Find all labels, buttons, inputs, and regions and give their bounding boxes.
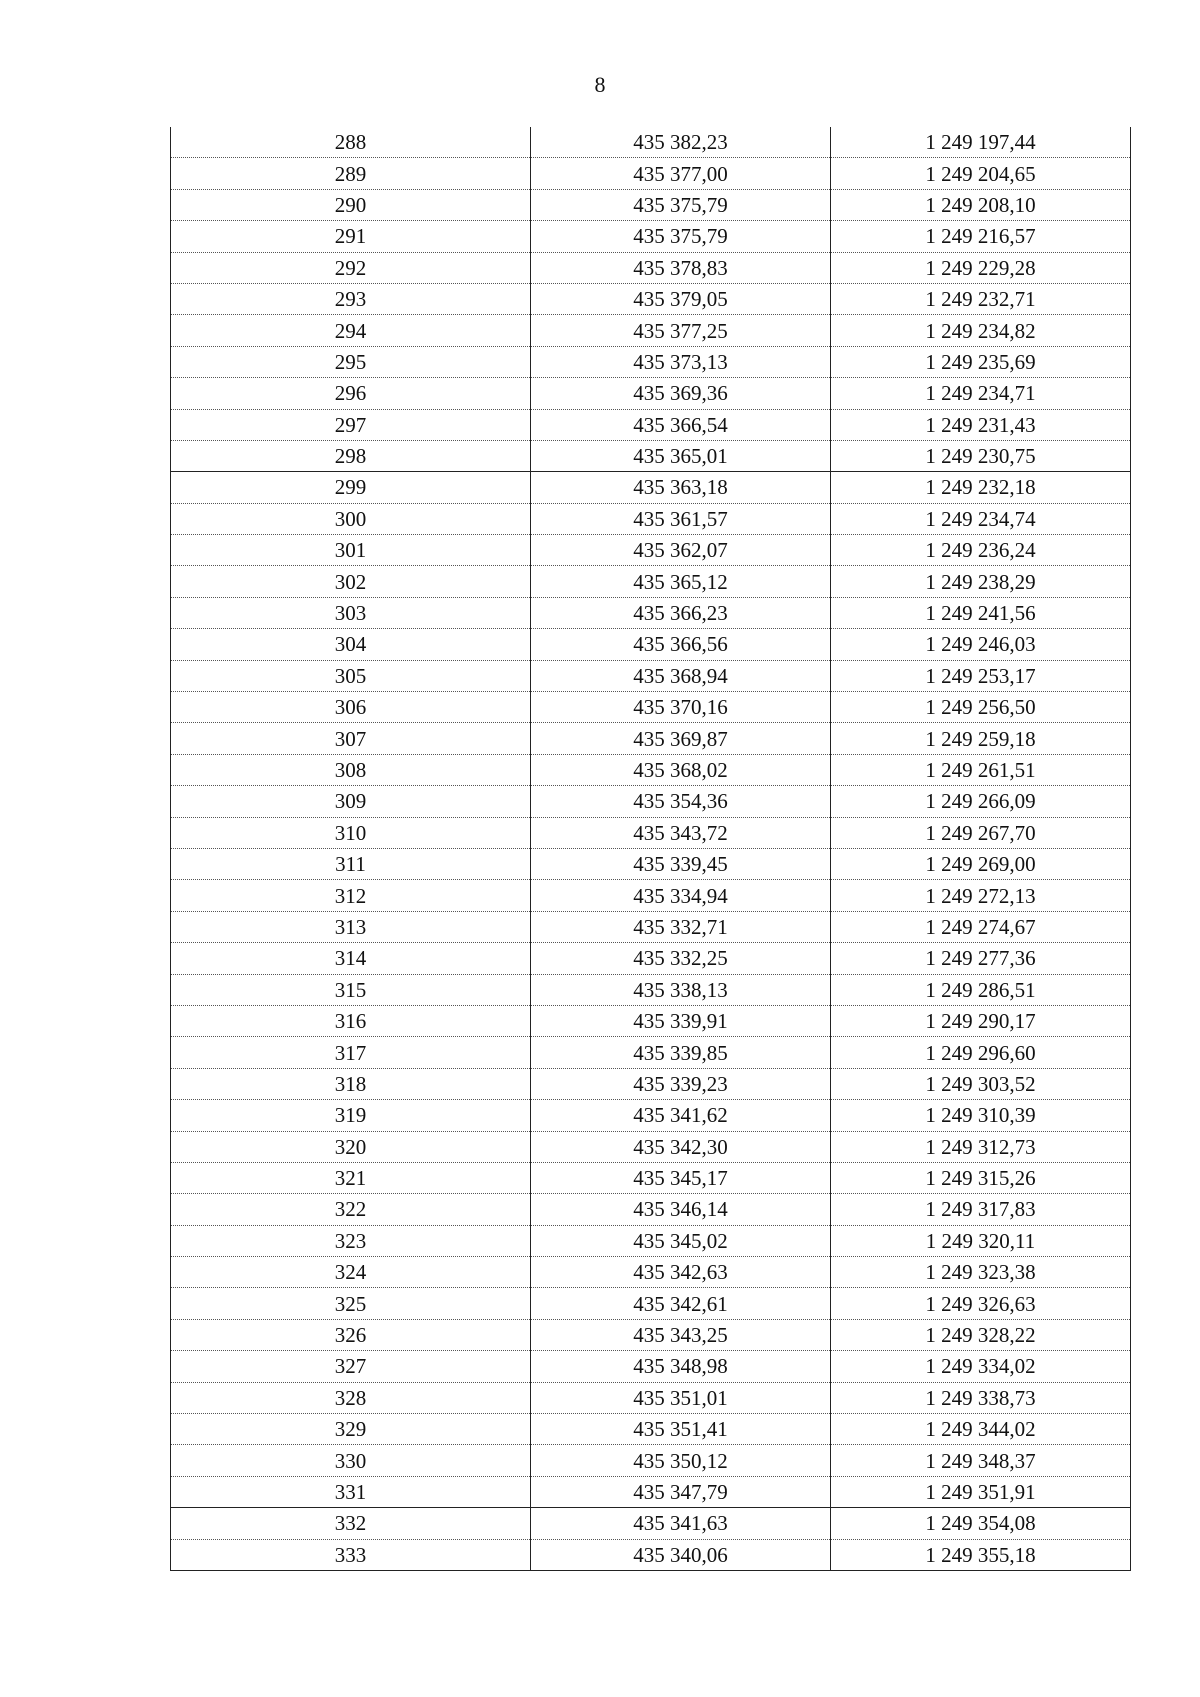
- x-coordinate-cell: 435 354,36: [531, 786, 831, 817]
- point-number-cell: 295: [171, 346, 531, 377]
- y-coordinate-cell: 1 249 234,71: [831, 378, 1131, 409]
- table-row: [171, 1005, 1131, 1036]
- x-coordinate-cell: 435 345,17: [531, 1162, 831, 1193]
- table-row: [171, 817, 1131, 848]
- table-row: [171, 189, 1131, 220]
- table-row: [171, 127, 1131, 158]
- y-coordinate-cell: 1 249 351,91: [831, 1476, 1131, 1507]
- point-number-cell: 333: [171, 1539, 531, 1570]
- x-coordinate-cell: 435 342,30: [531, 1131, 831, 1162]
- y-coordinate-cell: 1 249 274,67: [831, 911, 1131, 942]
- table-row: [171, 943, 1131, 974]
- table-row: [171, 503, 1131, 534]
- y-coordinate-cell: 1 249 204,65: [831, 158, 1131, 189]
- y-coordinate-cell: 1 249 234,82: [831, 315, 1131, 346]
- y-coordinate-cell: 1 249 344,02: [831, 1414, 1131, 1445]
- point-number-cell: 302: [171, 566, 531, 597]
- table-row: [171, 974, 1131, 1005]
- x-coordinate-cell: 435 361,57: [531, 503, 831, 534]
- x-coordinate-cell: 435 341,63: [531, 1508, 831, 1539]
- coordinates-table: [170, 127, 1131, 1571]
- point-number-cell: 332: [171, 1508, 531, 1539]
- x-coordinate-cell: 435 382,23: [531, 127, 831, 158]
- point-number-cell: 317: [171, 1037, 531, 1068]
- point-number-cell: 311: [171, 848, 531, 879]
- table-row: [171, 1288, 1131, 1319]
- y-coordinate-cell: 1 249 317,83: [831, 1194, 1131, 1225]
- table-row: [171, 660, 1131, 691]
- x-coordinate-cell: 435 338,13: [531, 974, 831, 1005]
- table-row: [171, 346, 1131, 377]
- point-number-cell: 326: [171, 1319, 531, 1350]
- table-row: [171, 1100, 1131, 1131]
- y-coordinate-cell: 1 249 286,51: [831, 974, 1131, 1005]
- point-number-cell: 307: [171, 723, 531, 754]
- x-coordinate-cell: 435 350,12: [531, 1445, 831, 1476]
- table-row: [171, 911, 1131, 942]
- point-number-cell: 322: [171, 1194, 531, 1225]
- table-row: [171, 221, 1131, 252]
- coordinates-table-body: [171, 127, 1131, 1570]
- point-number-cell: 313: [171, 911, 531, 942]
- x-coordinate-cell: 435 332,25: [531, 943, 831, 974]
- table-row: [171, 1319, 1131, 1350]
- point-number-cell: 310: [171, 817, 531, 848]
- x-coordinate-cell: 435 366,56: [531, 629, 831, 660]
- x-coordinate-cell: 435 347,79: [531, 1476, 831, 1507]
- table-row: [171, 566, 1131, 597]
- point-number-cell: 321: [171, 1162, 531, 1193]
- y-coordinate-cell: 1 249 241,56: [831, 597, 1131, 628]
- point-number-cell: 301: [171, 535, 531, 566]
- y-coordinate-cell: 1 249 208,10: [831, 189, 1131, 220]
- point-number-cell: 303: [171, 597, 531, 628]
- table-row: [171, 1414, 1131, 1445]
- point-number-cell: 320: [171, 1131, 531, 1162]
- y-coordinate-cell: 1 249 232,71: [831, 283, 1131, 314]
- y-coordinate-cell: 1 249 253,17: [831, 660, 1131, 691]
- y-coordinate-cell: 1 249 348,37: [831, 1445, 1131, 1476]
- point-number-cell: 296: [171, 378, 531, 409]
- table-row: [171, 1508, 1131, 1539]
- y-coordinate-cell: 1 249 246,03: [831, 629, 1131, 660]
- x-coordinate-cell: 435 351,01: [531, 1382, 831, 1413]
- x-coordinate-cell: 435 346,14: [531, 1194, 831, 1225]
- point-number-cell: 288: [171, 127, 531, 158]
- table-row: [171, 1194, 1131, 1225]
- point-number-cell: 331: [171, 1476, 531, 1507]
- point-number-cell: 292: [171, 252, 531, 283]
- x-coordinate-cell: 435 366,54: [531, 409, 831, 440]
- y-coordinate-cell: 1 249 266,09: [831, 786, 1131, 817]
- table-row: [171, 1476, 1131, 1507]
- y-coordinate-cell: 1 249 229,28: [831, 252, 1131, 283]
- y-coordinate-cell: 1 249 320,11: [831, 1225, 1131, 1256]
- x-coordinate-cell: 435 365,01: [531, 440, 831, 471]
- x-coordinate-cell: 435 369,36: [531, 378, 831, 409]
- table-row: [171, 1351, 1131, 1382]
- y-coordinate-cell: 1 249 338,73: [831, 1382, 1131, 1413]
- y-coordinate-cell: 1 249 216,57: [831, 221, 1131, 252]
- point-number-cell: 318: [171, 1068, 531, 1099]
- point-number-cell: 308: [171, 754, 531, 785]
- point-number-cell: 328: [171, 1382, 531, 1413]
- x-coordinate-cell: 435 377,25: [531, 315, 831, 346]
- y-coordinate-cell: 1 249 296,60: [831, 1037, 1131, 1068]
- x-coordinate-cell: 435 369,87: [531, 723, 831, 754]
- point-number-cell: 314: [171, 943, 531, 974]
- table-row: [171, 1225, 1131, 1256]
- point-number-cell: 291: [171, 221, 531, 252]
- table-row: [171, 440, 1131, 471]
- x-coordinate-cell: 435 375,79: [531, 189, 831, 220]
- table-row: [171, 597, 1131, 628]
- point-number-cell: 329: [171, 1414, 531, 1445]
- table-row: [171, 880, 1131, 911]
- point-number-cell: 316: [171, 1005, 531, 1036]
- point-number-cell: 325: [171, 1288, 531, 1319]
- y-coordinate-cell: 1 249 328,22: [831, 1319, 1131, 1350]
- y-coordinate-cell: 1 249 236,24: [831, 535, 1131, 566]
- y-coordinate-cell: 1 249 267,70: [831, 817, 1131, 848]
- table-row: [171, 378, 1131, 409]
- point-number-cell: 306: [171, 692, 531, 723]
- x-coordinate-cell: 435 363,18: [531, 472, 831, 503]
- table-row: [171, 252, 1131, 283]
- point-number-cell: 290: [171, 189, 531, 220]
- y-coordinate-cell: 1 249 259,18: [831, 723, 1131, 754]
- y-coordinate-cell: 1 249 234,74: [831, 503, 1131, 534]
- table-row: [171, 1131, 1131, 1162]
- y-coordinate-cell: 1 249 235,69: [831, 346, 1131, 377]
- page-number: 8: [594, 72, 606, 97]
- x-coordinate-cell: 435 370,16: [531, 692, 831, 723]
- table-row: [171, 1539, 1131, 1570]
- point-number-cell: 315: [171, 974, 531, 1005]
- point-number-cell: 300: [171, 503, 531, 534]
- x-coordinate-cell: 435 365,12: [531, 566, 831, 597]
- x-coordinate-cell: 435 341,62: [531, 1100, 831, 1131]
- y-coordinate-cell: 1 249 231,43: [831, 409, 1131, 440]
- table-row: [171, 1068, 1131, 1099]
- y-coordinate-cell: 1 249 303,52: [831, 1068, 1131, 1099]
- point-number-cell: 299: [171, 472, 531, 503]
- point-number-cell: 319: [171, 1100, 531, 1131]
- table-row: [171, 1382, 1131, 1413]
- table-row: [171, 1037, 1131, 1068]
- x-coordinate-cell: 435 345,02: [531, 1225, 831, 1256]
- y-coordinate-cell: 1 249 230,75: [831, 440, 1131, 471]
- table-row: [171, 629, 1131, 660]
- point-number-cell: 298: [171, 440, 531, 471]
- x-coordinate-cell: 435 348,98: [531, 1351, 831, 1382]
- x-coordinate-cell: 435 377,00: [531, 158, 831, 189]
- y-coordinate-cell: 1 249 269,00: [831, 848, 1131, 879]
- y-coordinate-cell: 1 249 277,36: [831, 943, 1131, 974]
- y-coordinate-cell: 1 249 354,08: [831, 1508, 1131, 1539]
- point-number-cell: 309: [171, 786, 531, 817]
- point-number-cell: 327: [171, 1351, 531, 1382]
- table-row: [171, 786, 1131, 817]
- x-coordinate-cell: 435 332,71: [531, 911, 831, 942]
- x-coordinate-cell: 435 378,83: [531, 252, 831, 283]
- table-row: [171, 158, 1131, 189]
- x-coordinate-cell: 435 368,94: [531, 660, 831, 691]
- table-row: [171, 754, 1131, 785]
- x-coordinate-cell: 435 366,23: [531, 597, 831, 628]
- x-coordinate-cell: 435 379,05: [531, 283, 831, 314]
- y-coordinate-cell: 1 249 290,17: [831, 1005, 1131, 1036]
- x-coordinate-cell: 435 334,94: [531, 880, 831, 911]
- x-coordinate-cell: 435 368,02: [531, 754, 831, 785]
- point-number-cell: 289: [171, 158, 531, 189]
- y-coordinate-cell: 1 249 238,29: [831, 566, 1131, 597]
- x-coordinate-cell: 435 343,72: [531, 817, 831, 848]
- table-row: [171, 1257, 1131, 1288]
- y-coordinate-cell: 1 249 355,18: [831, 1539, 1131, 1570]
- y-coordinate-cell: 1 249 232,18: [831, 472, 1131, 503]
- x-coordinate-cell: 435 339,45: [531, 848, 831, 879]
- x-coordinate-cell: 435 373,13: [531, 346, 831, 377]
- point-number-cell: 294: [171, 315, 531, 346]
- x-coordinate-cell: 435 375,79: [531, 221, 831, 252]
- point-number-cell: 312: [171, 880, 531, 911]
- table-row: [171, 723, 1131, 754]
- table-row: [171, 315, 1131, 346]
- x-coordinate-cell: 435 340,06: [531, 1539, 831, 1570]
- table-row: [171, 692, 1131, 723]
- table-row: [171, 1162, 1131, 1193]
- table-row: [171, 535, 1131, 566]
- x-coordinate-cell: 435 362,07: [531, 535, 831, 566]
- point-number-cell: 305: [171, 660, 531, 691]
- table-row: [171, 283, 1131, 314]
- y-coordinate-cell: 1 249 261,51: [831, 754, 1131, 785]
- table-row: [171, 472, 1131, 503]
- x-coordinate-cell: 435 339,91: [531, 1005, 831, 1036]
- y-coordinate-cell: 1 249 315,26: [831, 1162, 1131, 1193]
- x-coordinate-cell: 435 342,63: [531, 1257, 831, 1288]
- point-number-cell: 324: [171, 1257, 531, 1288]
- y-coordinate-cell: 1 249 197,44: [831, 127, 1131, 158]
- point-number-cell: 293: [171, 283, 531, 314]
- point-number-cell: 323: [171, 1225, 531, 1256]
- y-coordinate-cell: 1 249 334,02: [831, 1351, 1131, 1382]
- x-coordinate-cell: 435 343,25: [531, 1319, 831, 1350]
- y-coordinate-cell: 1 249 272,13: [831, 880, 1131, 911]
- point-number-cell: 297: [171, 409, 531, 440]
- y-coordinate-cell: 1 249 323,38: [831, 1257, 1131, 1288]
- table-row: [171, 409, 1131, 440]
- table-row: [171, 1445, 1131, 1476]
- y-coordinate-cell: 1 249 312,73: [831, 1131, 1131, 1162]
- point-number-cell: 330: [171, 1445, 531, 1476]
- point-number-cell: 304: [171, 629, 531, 660]
- y-coordinate-cell: 1 249 326,63: [831, 1288, 1131, 1319]
- x-coordinate-cell: 435 339,23: [531, 1068, 831, 1099]
- y-coordinate-cell: 1 249 310,39: [831, 1100, 1131, 1131]
- x-coordinate-cell: 435 351,41: [531, 1414, 831, 1445]
- x-coordinate-cell: 435 339,85: [531, 1037, 831, 1068]
- x-coordinate-cell: 435 342,61: [531, 1288, 831, 1319]
- table-row: [171, 848, 1131, 879]
- y-coordinate-cell: 1 249 256,50: [831, 692, 1131, 723]
